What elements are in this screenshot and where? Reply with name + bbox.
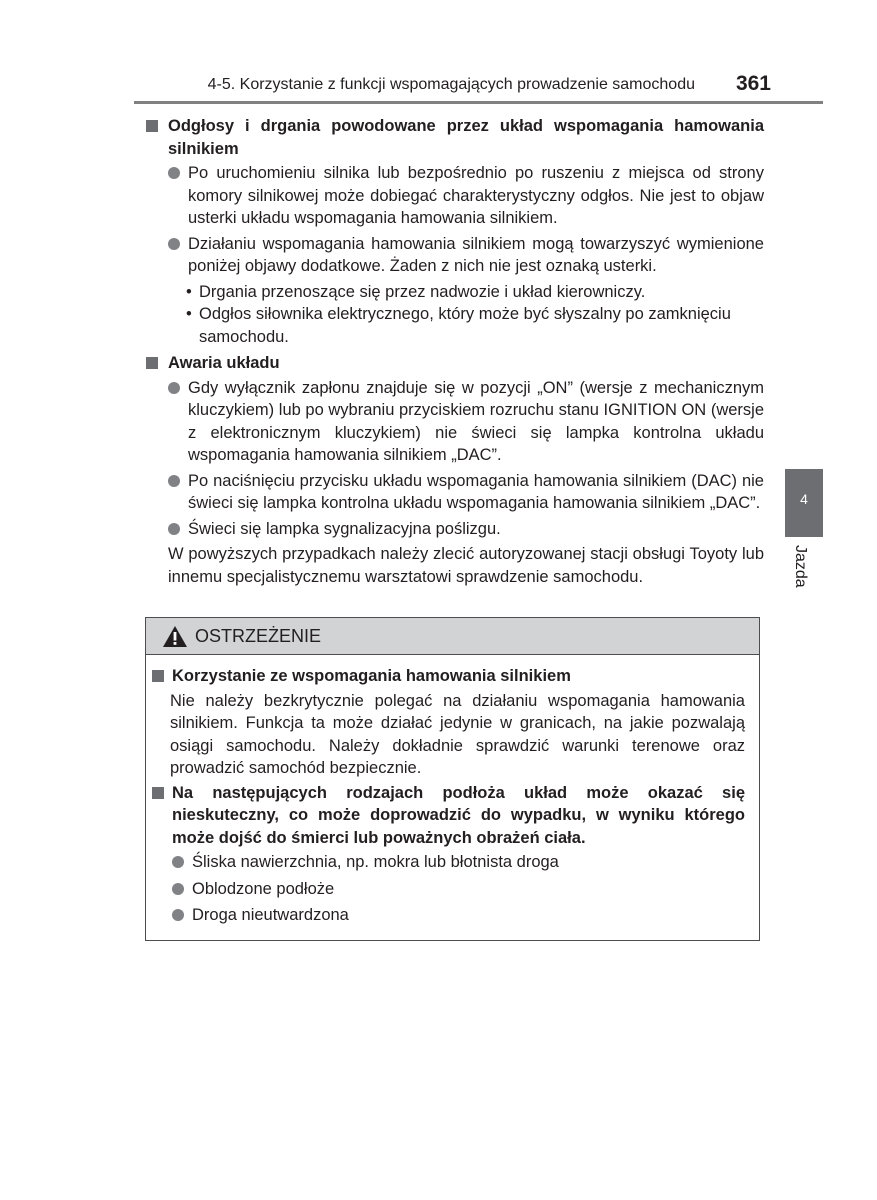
list-item (144, 377, 764, 467)
list-item (144, 470, 764, 515)
list-item-text: Droga nieutwardzona (192, 906, 349, 924)
section-heading-text: Odgłosy i drgania powodowane przez układ wspomagania hamowania silnikiem (168, 117, 764, 158)
chapter-number: 4 (800, 491, 808, 507)
list-item-text: Po naciśnięciu przycisku układu wspomagania hamowania silnikiem (DAC) nie świeci się lampka kontrolna układu wspomagania hamowania silnikiem „DAC”. (188, 471, 764, 512)
warning-heading (150, 782, 745, 850)
header-rule (134, 101, 823, 104)
chapter-label-text: Jazda (792, 545, 809, 588)
list-item (144, 233, 764, 278)
square-bullet-icon (152, 787, 164, 799)
chapter-tab (785, 469, 823, 537)
circle-bullet-icon (172, 856, 184, 868)
circle-bullet-icon (168, 475, 180, 487)
circle-bullet-icon (172, 909, 184, 921)
circle-bullet-icon (168, 167, 180, 179)
warning-heading-text: Na następujących rodzajach podłoża układ może okazać się nieskuteczny, co może doprowadzić do wypadku, w wyniku którego może dojść do śmierci lub poważnych obrażeń ciała. (172, 783, 745, 847)
warning-box (145, 617, 760, 941)
paragraph: W powyższych przypadkach należy zlecić autoryzowanej stacji obsługi Toyoty lub innemu specjalistycznemu warsztatowi sprawdzenie samochodu. (168, 545, 764, 586)
circle-bullet-icon (168, 382, 180, 394)
list-item-text: Gdy wyłącznik zapłonu znajduje się w pozycji „ON” (wersje z mechanicznym kluczykiem) lub po wybraniu przyciskiem rozruchu stanu IGNITION ON (wersje z elektronicznym kluczykiem) nie świeci się lampka kontrolna układu wspomagania hamowania silnikiem „DAC”. (188, 378, 764, 464)
list-item-text: Oblodzone podłoże (192, 879, 335, 898)
list-item (150, 878, 745, 901)
page-number: 361 (735, 72, 771, 95)
list-item-text: Śliska nawierzchnia, np. mokra lub błotnista droga (192, 853, 559, 871)
sub-list-item (144, 303, 764, 348)
sub-list-item-text: Odgłos siłownika elektrycznego, który może być słyszalny po zamknięciu samochodu. (199, 305, 731, 346)
warning-heading (150, 665, 745, 688)
sub-list-item (144, 281, 764, 304)
warning-paragraph: Nie należy bezkrytycznie polegać na działaniu wspomagania hamowania silnikiem. Funkcja ta może działać jedynie w granicach, na jakie pozwalają osiągi samochodu. Należy dokładnie sprawdzić warunki terenowe oraz prowadzić samochód bezpiecznie. (170, 691, 745, 777)
square-bullet-icon (146, 120, 158, 132)
section-heading (144, 352, 764, 375)
warning-triangle-icon (162, 625, 188, 648)
warning-title: OSTRZEŻENIE (195, 626, 322, 646)
chapter-label (783, 545, 829, 595)
list-item-text: Świeci się lampka sygnalizacyjna poślizgu. (188, 519, 501, 538)
small-bullet-icon: • (186, 305, 192, 323)
page-header (0, 72, 877, 100)
header-section-title: 4-5. Korzystanie z funkcji wspomagających prowadzenie samochodu (207, 76, 695, 93)
list-item (150, 851, 745, 874)
circle-bullet-icon (172, 883, 184, 895)
list-item (150, 904, 745, 927)
warning-heading-text: Korzystanie ze wspomagania hamowania silnikiem (172, 667, 571, 685)
list-item-text: Po uruchomieniu silnika lub bezpośrednio po ruszeniu z miejsca od strony komory silnikowej może dobiegać charakterystyczny odgłos. Nie jest to objaw usterki układu wspomagania hamowania silnikiem. (188, 164, 764, 227)
warning-header (146, 618, 759, 655)
circle-bullet-icon (168, 238, 180, 250)
square-bullet-icon (146, 357, 158, 369)
square-bullet-icon (152, 670, 164, 682)
sub-list-item-text: Drgania przenoszące się przez nadwozie i układ kierowniczy. (199, 282, 646, 301)
list-item (144, 162, 764, 230)
section-heading-text: Awaria układu (168, 354, 280, 372)
main-content (144, 115, 764, 588)
warning-body (146, 655, 759, 927)
section-heading (144, 115, 764, 160)
list-item-text: Działaniu wspomagania hamowania silnikiem mogą towarzyszyć wymienione poniżej objawy dodatkowe. Żaden z nich nie jest oznaką usterki. (188, 234, 764, 275)
list-item (144, 518, 764, 541)
small-bullet-icon: • (186, 282, 192, 301)
circle-bullet-icon (168, 523, 180, 535)
